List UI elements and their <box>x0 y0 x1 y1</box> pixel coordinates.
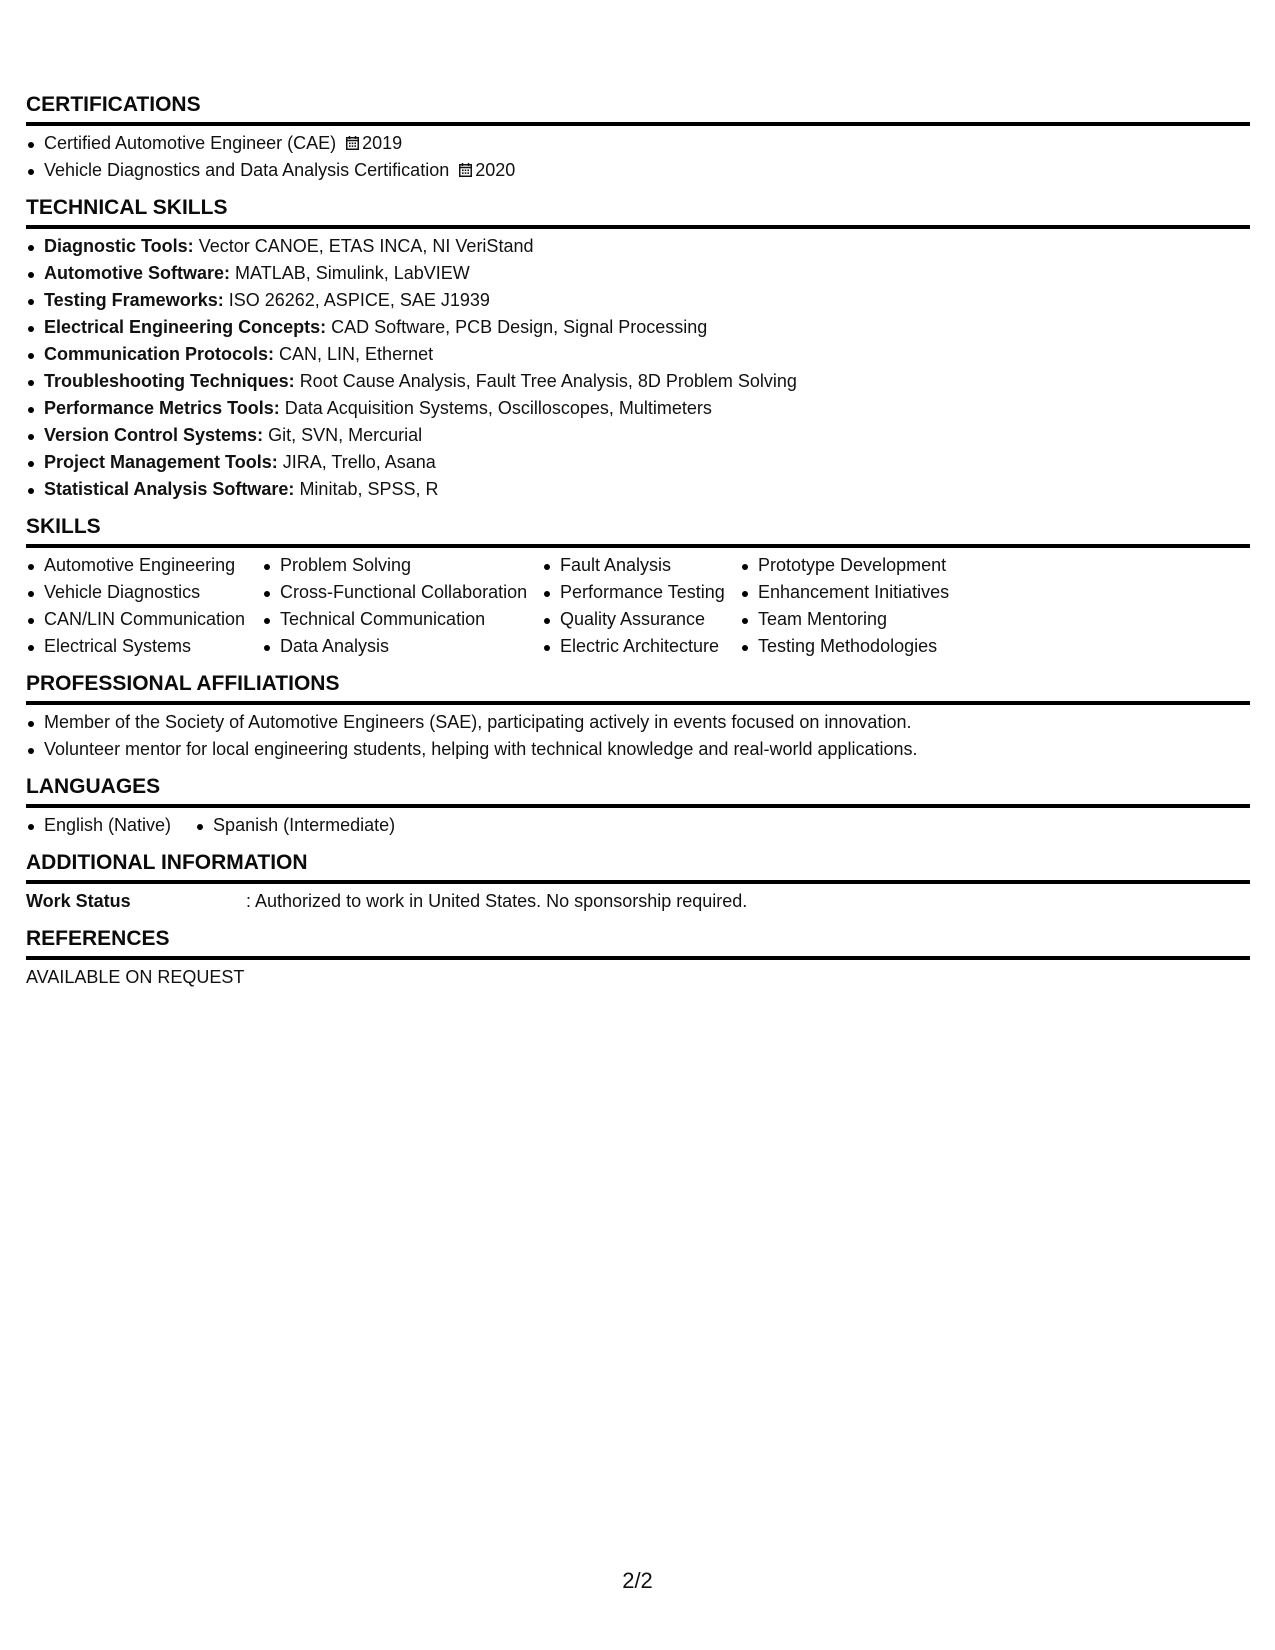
language-item: Spanish (Intermediate) <box>195 812 395 839</box>
technical-skill-item <box>26 449 1250 476</box>
technical-skill-item <box>26 422 1250 449</box>
work-status-label: Work Status <box>26 891 131 911</box>
affiliations-title: PROFESSIONAL AFFILIATIONS <box>26 672 340 695</box>
references-title: REFERENCES <box>26 927 170 950</box>
skill-item: Electric Architecture <box>542 633 740 660</box>
skill-item: Testing Methodologies <box>740 633 980 660</box>
section-divider <box>26 804 1250 808</box>
technical-skill-item <box>26 368 1250 395</box>
section-divider <box>26 225 1250 229</box>
technical-skill-value: ISO 26262, ASPICE, SAE J1939 <box>228 290 490 310</box>
calendar-icon <box>459 158 472 172</box>
technical-skill-item <box>26 287 1250 314</box>
skills-section <box>26 514 1250 660</box>
certification-year: 2020 <box>475 160 516 180</box>
skill-item: Vehicle Diagnostics <box>26 579 262 606</box>
technical-skill-item <box>26 395 1250 422</box>
additional-information-title: ADDITIONAL INFORMATION <box>26 851 308 874</box>
skills-column <box>262 552 542 660</box>
references-text: AVAILABLE ON REQUEST <box>26 967 245 987</box>
work-status-row <box>26 888 1250 915</box>
skills-grid <box>26 552 1250 660</box>
technical-skills-section <box>26 195 1250 503</box>
technical-skill-value: Git, SVN, Mercurial <box>268 425 423 445</box>
technical-skill-label: Communication Protocols: <box>44 344 275 364</box>
skill-item: Cross-Functional Collaboration <box>262 579 542 606</box>
languages-list <box>26 812 1250 839</box>
skill-item: Automotive Engineering <box>26 552 262 579</box>
technical-skill-label: Statistical Analysis Software: <box>44 479 295 499</box>
technical-skill-item <box>26 260 1250 287</box>
skill-item: Performance Testing <box>542 579 740 606</box>
technical-skill-label: Version Control Systems: <box>44 425 264 445</box>
technical-skill-value: MATLAB, Simulink, LabVIEW <box>235 263 470 283</box>
technical-skills-list <box>26 233 1250 503</box>
skill-item: Enhancement Initiatives <box>740 579 980 606</box>
page-number: 2/2 <box>622 1568 653 1593</box>
certifications-section <box>26 92 1250 184</box>
technical-skill-item <box>26 341 1250 368</box>
technical-skill-label: Project Management Tools: <box>44 452 278 472</box>
certification-item <box>26 157 1250 184</box>
technical-skills-title: TECHNICAL SKILLS <box>26 196 228 219</box>
skills-column <box>542 552 740 660</box>
skills-column <box>26 552 262 660</box>
skill-item: Problem Solving <box>262 552 542 579</box>
languages-section <box>26 774 1250 839</box>
technical-skill-label: Performance Metrics Tools: <box>44 398 280 418</box>
affiliation-item: Member of the Society of Automotive Engineers (SAE), participating actively in events focused on innovation. <box>26 709 1250 736</box>
affiliation-item: Volunteer mentor for local engineering students, helping with technical knowledge and real-world applications. <box>26 736 1250 763</box>
skills-column <box>740 552 980 660</box>
affiliations-list <box>26 709 1250 763</box>
technical-skill-item <box>26 314 1250 341</box>
skill-item: Prototype Development <box>740 552 980 579</box>
certification-year: 2019 <box>362 133 403 153</box>
technical-skill-value: Root Cause Analysis, Fault Tree Analysis, 8D Problem Solving <box>299 371 797 391</box>
calendar-icon <box>346 131 359 145</box>
skill-item: Electrical Systems <box>26 633 262 660</box>
skill-item: CAN/LIN Communication <box>26 606 262 633</box>
certification-name: Certified Automotive Engineer (CAE) <box>44 133 337 153</box>
certifications-title: CERTIFICATIONS <box>26 93 201 116</box>
technical-skill-value: CAN, LIN, Ethernet <box>279 344 434 364</box>
skills-title: SKILLS <box>26 515 101 538</box>
section-divider <box>26 880 1250 884</box>
skill-item: Fault Analysis <box>542 552 740 579</box>
technical-skill-label: Diagnostic Tools: <box>44 236 194 256</box>
technical-skill-value: Minitab, SPSS, R <box>299 479 439 499</box>
additional-information-section <box>26 850 1250 915</box>
certification-name: Vehicle Diagnostics and Data Analysis Certification <box>44 160 450 180</box>
resume-page-2 <box>26 92 1250 1002</box>
work-status-value: : Authorized to work in United States. No sponsorship required. <box>246 891 748 911</box>
affiliations-section <box>26 671 1250 763</box>
technical-skill-item <box>26 476 1250 503</box>
section-divider <box>26 122 1250 126</box>
section-divider <box>26 956 1250 960</box>
section-divider <box>26 701 1250 705</box>
languages-title: LANGUAGES <box>26 775 161 798</box>
certifications-list <box>26 130 1250 184</box>
technical-skill-value: Vector CANOE, ETAS INCA, NI VeriStand <box>198 236 534 256</box>
technical-skill-label: Electrical Engineering Concepts: <box>44 317 327 337</box>
technical-skill-value: CAD Software, PCB Design, Signal Processing <box>331 317 708 337</box>
technical-skill-label: Testing Frameworks: <box>44 290 224 310</box>
technical-skill-label: Troubleshooting Techniques: <box>44 371 295 391</box>
technical-skill-value: JIRA, Trello, Asana <box>282 452 436 472</box>
technical-skill-value: Data Acquisition Systems, Oscilloscopes, Multimeters <box>284 398 712 418</box>
technical-skill-label: Automotive Software: <box>44 263 231 283</box>
section-divider <box>26 544 1250 548</box>
certification-item <box>26 130 1250 157</box>
skill-item: Team Mentoring <box>740 606 980 633</box>
skill-item: Data Analysis <box>262 633 542 660</box>
technical-skill-item <box>26 233 1250 260</box>
skill-item: Technical Communication <box>262 606 542 633</box>
language-item: English (Native) <box>26 812 171 839</box>
skill-item: Quality Assurance <box>542 606 740 633</box>
references-section <box>26 926 1250 991</box>
